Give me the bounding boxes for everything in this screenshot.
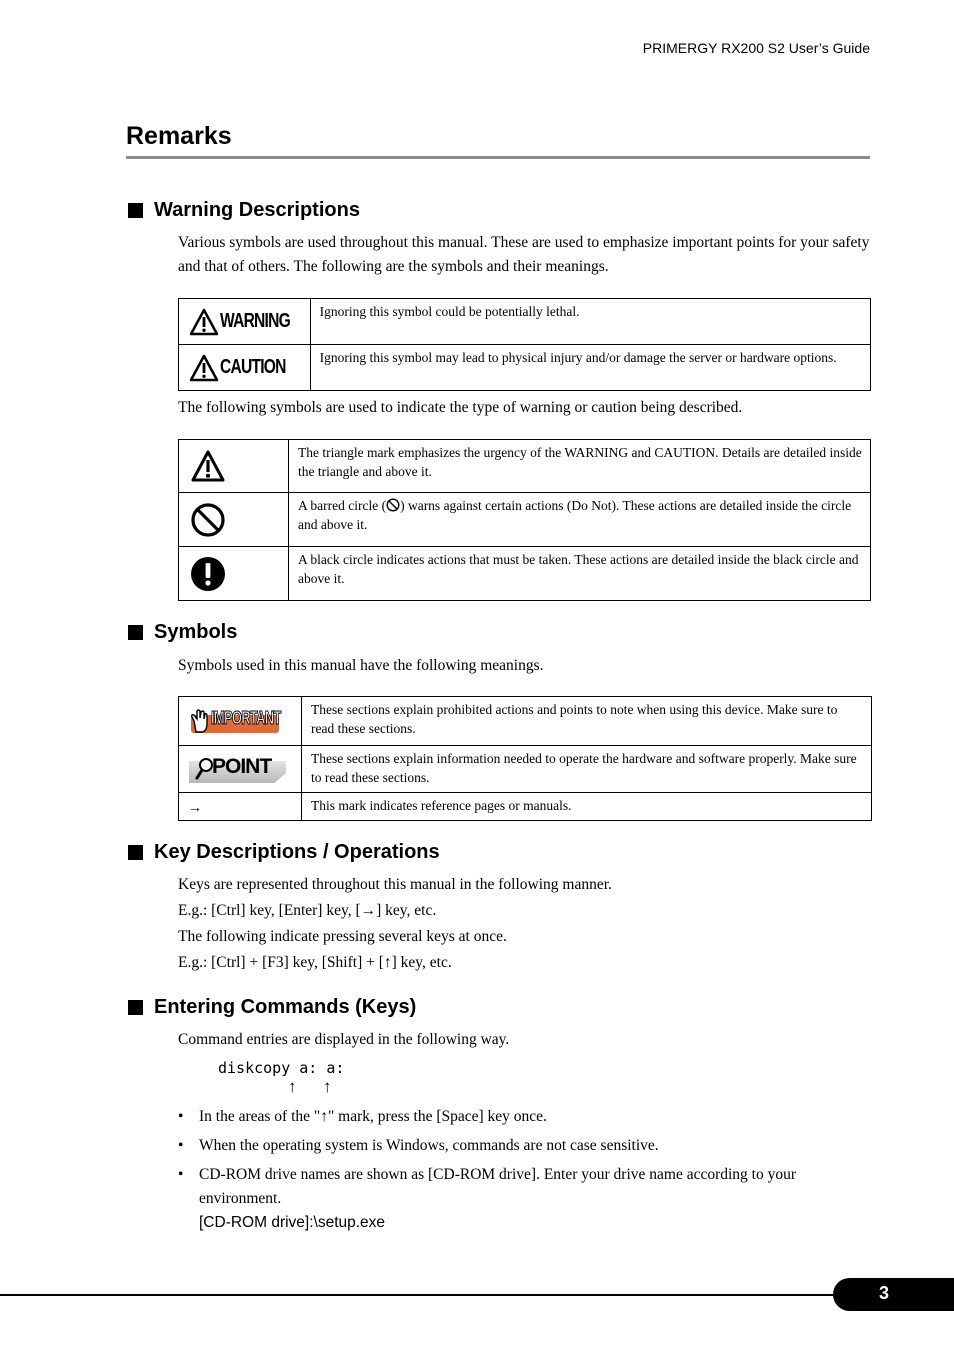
table-row (179, 746, 872, 793)
symbols-intro: Symbols used in this manual have the following meanings. (178, 657, 544, 674)
exclamation-description: A black circle indicates actions that must be taken. These actions are detailed inside the black circle and above it. (289, 547, 871, 601)
running-header: PRIMERGY RX200 S2 User’s Guide (642, 40, 870, 56)
warning-label-icon: WARNING (179, 299, 311, 345)
table-row (179, 440, 871, 493)
example-path: [CD-ROM drive]:\setup.exe (199, 1214, 386, 1231)
warning-intro: Various symbols are used throughout this manual. These are used to emphasize important points for your safety and that of others. The following are the symbols and their meanings. (178, 234, 870, 275)
list-item: • In the areas of the "↑" mark, press the [Space] key once. (178, 1108, 547, 1125)
page-number-tab (833, 1278, 954, 1311)
table-row (179, 299, 871, 345)
point-magnifier-icon: POINT (179, 746, 302, 793)
command-example: diskcopy a: a: (218, 1059, 345, 1077)
table-row (179, 793, 872, 821)
section-heading-entering-commands: Entering Commands (Keys) (128, 996, 416, 1019)
warning-description: Ignoring this symbol could be potentially lethal. (310, 299, 870, 345)
table-row (179, 345, 871, 391)
key-descriptions-body (178, 873, 870, 975)
reference-description: This mark indicates reference pages or manuals. (302, 793, 872, 821)
warning-types-table (178, 439, 871, 601)
commands-intro: Command entries are displayed in the following way. (178, 1031, 510, 1048)
triangle-description: The triangle mark emphasizes the urgency of the WARNING and CAUTION. Details are detailed inside the triangle and above it. (289, 440, 871, 493)
table-row (179, 697, 872, 746)
key-line: Keys are represented throughout this manual in the following manner. (178, 876, 612, 893)
warning-levels-table (178, 298, 871, 391)
section-heading-warning-descriptions: Warning Descriptions (128, 199, 360, 222)
symbols-table (178, 696, 872, 821)
title-rule (126, 156, 870, 159)
prohibited-inline-icon (386, 498, 400, 512)
point-description: These sections explain information needed to operate the hardware and software properly. Make sure to read these sections. (302, 746, 872, 793)
list-item: • CD-ROM drive names are shown as [CD-ROM drive]. Enter your drive name according to your environment. [CD-ROM drive]:\setup.exe (178, 1163, 868, 1235)
table-row (179, 547, 871, 601)
commands-notes-list (178, 1105, 868, 1240)
warning-type-intro: The following symbols are used to indicate the type of warning or caution being described. (178, 399, 743, 416)
section-heading-symbols: Symbols (128, 621, 237, 644)
section-bullet-square-icon (128, 625, 143, 640)
caution-description: Ignoring this symbol may lead to physical injury and/or damage the server or hardware options. (310, 345, 870, 391)
section-bullet-square-icon (128, 845, 143, 860)
list-item: • When the operating system is Windows, commands are not case sensitive. (178, 1137, 659, 1154)
section-bullet-square-icon (128, 1000, 143, 1015)
prohibited-description: A barred circle ( ) warns against certain actions (Do Not). These actions are detailed inside the circle and above it. (289, 493, 871, 547)
important-hand-icon: IMPORTANT (179, 697, 302, 746)
page-title: Remarks (126, 122, 232, 150)
key-line: E.g.: [Ctrl] key, [Enter] key, [→] key, etc. (178, 902, 437, 919)
key-line: E.g.: [Ctrl] + [F3] key, [Shift] + [↑] key, etc. (178, 954, 452, 971)
space-marks: ↑ ↑ (288, 1077, 338, 1096)
page-number: 3 (879, 1283, 890, 1303)
caution-label-icon: CAUTION (179, 345, 311, 391)
footer-rule (0, 1294, 860, 1296)
table-row (179, 493, 871, 547)
important-description: These sections explain prohibited actions and points to note when using this device. Make sure to read these sections. (302, 697, 872, 746)
section-bullet-square-icon (128, 203, 143, 218)
section-heading-key-descriptions: Key Descriptions / Operations (128, 841, 440, 864)
triangle-alert-icon (179, 440, 289, 493)
exclamation-circle-icon (179, 547, 289, 601)
prohibited-icon (179, 493, 289, 547)
key-line: The following indicate pressing several keys at once. (178, 928, 507, 945)
arrow-icon: → (179, 793, 302, 821)
